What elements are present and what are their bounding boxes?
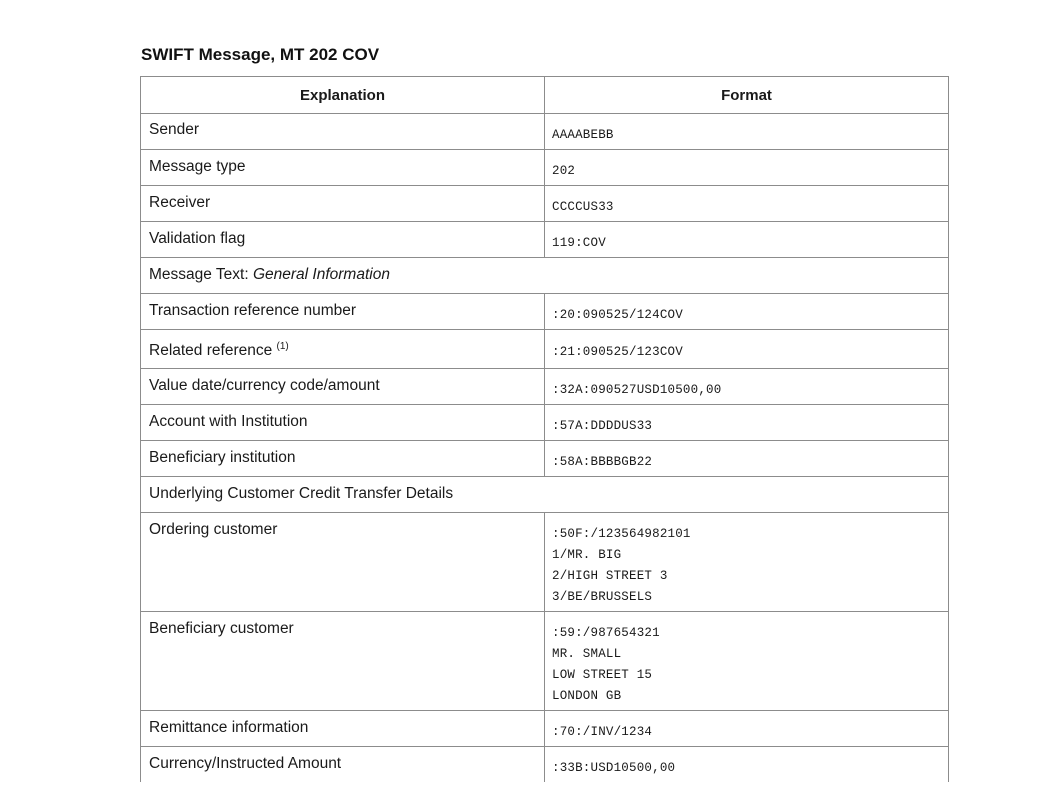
row-format: :50F:/123564982101 1/MR. BIG 2/HIGH STREET 3 3/BE/BRUSSELS bbox=[552, 527, 691, 604]
table-row-beneficiary-institution bbox=[141, 441, 949, 477]
page-title: SWIFT Message, MT 202 COV bbox=[141, 45, 380, 64]
row-label: Account with Institution bbox=[149, 413, 308, 430]
row-format: CCCCUS33 bbox=[552, 200, 614, 214]
table-row-transaction-reference bbox=[141, 294, 949, 330]
row-label: Sender bbox=[149, 121, 199, 138]
footnote-marker: (1) bbox=[276, 341, 289, 352]
row-label: Currency/Instructed Amount bbox=[149, 755, 342, 772]
table-row-message-type bbox=[141, 150, 949, 186]
mt202-table bbox=[140, 76, 949, 782]
section-row-general-information bbox=[141, 258, 949, 294]
row-label: Message type bbox=[149, 158, 246, 175]
row-format: 119:COV bbox=[552, 236, 606, 250]
row-label: Receiver bbox=[149, 194, 211, 211]
column-header-explanation: Explanation bbox=[141, 77, 545, 114]
section-row-customer-credit-transfer bbox=[141, 477, 949, 513]
row-format: :58A:BBBBGB22 bbox=[552, 455, 653, 469]
table-row-sender bbox=[141, 114, 949, 150]
row-label: Transaction reference number bbox=[149, 302, 357, 319]
row-format: :33B:USD10500,00 bbox=[552, 761, 676, 775]
table-row-account-with-institution bbox=[141, 405, 949, 441]
row-format: 202 bbox=[552, 164, 576, 178]
row-label: Beneficiary customer bbox=[149, 620, 294, 637]
row-label: Ordering customer bbox=[149, 521, 278, 538]
section-label bbox=[141, 258, 948, 284]
table-row-currency-instructed-amount bbox=[141, 747, 949, 783]
row-format: :20:090525/124COV bbox=[552, 308, 683, 322]
row-format: :32A:090527USD10500,00 bbox=[552, 383, 722, 397]
row-label: Beneficiary institution bbox=[149, 449, 296, 466]
row-format: :70:/INV/1234 bbox=[552, 725, 653, 739]
column-header-format: Format bbox=[545, 77, 949, 114]
row-format: :57A:DDDDUS33 bbox=[552, 419, 653, 433]
section-prefix: Message Text: bbox=[149, 266, 253, 283]
row-label-text: Related reference bbox=[149, 342, 273, 359]
table-row-remittance-information bbox=[141, 711, 949, 747]
table-row-beneficiary-customer bbox=[141, 612, 949, 711]
row-label: Remittance information bbox=[149, 719, 309, 736]
table-row-related-reference bbox=[141, 330, 949, 369]
section-emphasis: General Information bbox=[252, 266, 390, 283]
row-label: Value date/currency code/amount bbox=[149, 377, 380, 394]
row-label bbox=[141, 330, 544, 360]
table-row-ordering-customer bbox=[141, 513, 949, 612]
row-format: AAAABEBB bbox=[552, 128, 614, 142]
row-label: Validation flag bbox=[149, 230, 246, 247]
section-label: Underlying Customer Credit Transfer Details bbox=[149, 485, 454, 502]
table-row-value-date bbox=[141, 369, 949, 405]
row-format: :21:090525/123COV bbox=[552, 345, 683, 359]
table-header-row bbox=[141, 77, 949, 114]
table-row-receiver bbox=[141, 186, 949, 222]
row-format: :59:/987654321 MR. SMALL LOW STREET 15 LONDON GB bbox=[552, 626, 660, 703]
table-row-validation-flag bbox=[141, 222, 949, 258]
